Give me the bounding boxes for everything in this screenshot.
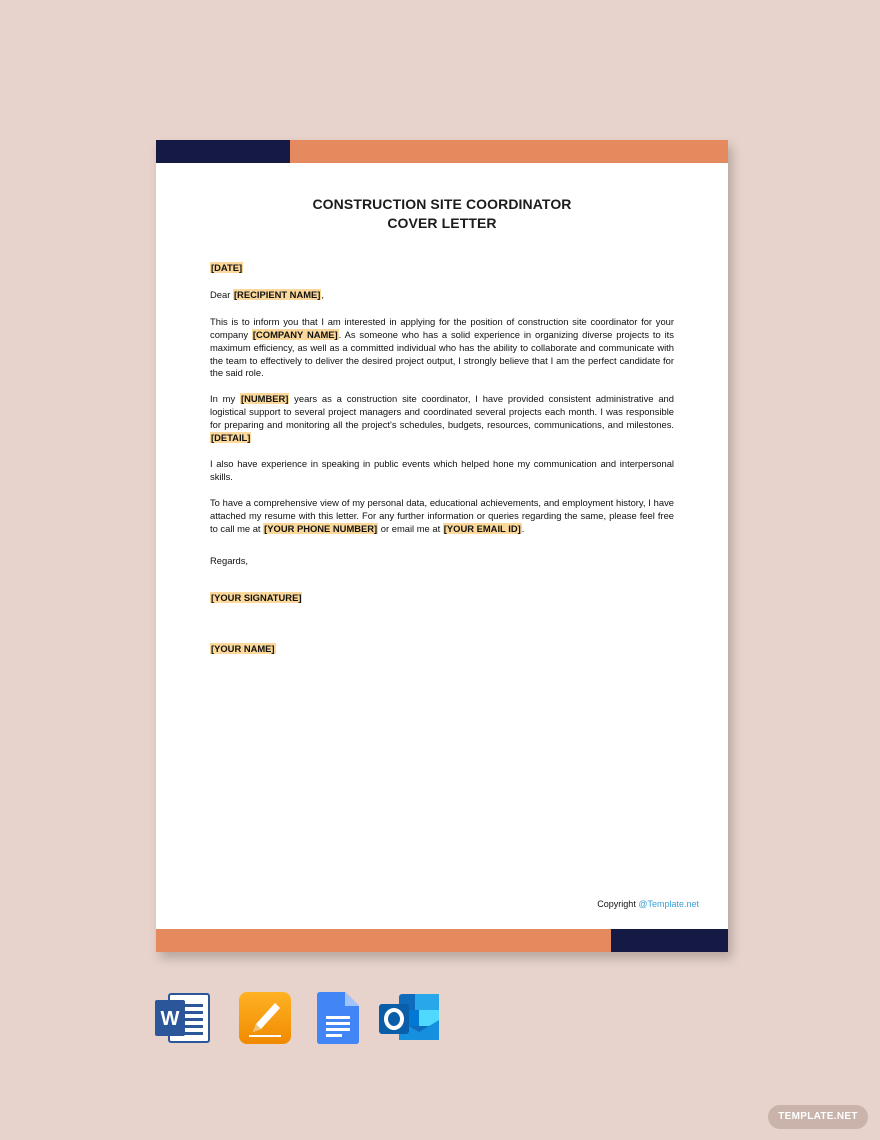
- paragraph-2-text-b: years as a construction site coordinator, I have provided consistent administrative and logistical support to several project managers and coordinated several projects each month. I was responsible for preparing and monitoring all the project's schedules, budgets, resources, communications, and milestones.: [210, 393, 674, 431]
- google-docs-icon[interactable]: [317, 992, 359, 1049]
- phone-placeholder: [YOUR PHONE NUMBER]: [264, 522, 378, 534]
- salutation-suffix: ,: [321, 288, 325, 300]
- signature-line: [210, 592, 674, 605]
- document-title: [156, 195, 728, 233]
- template-net-watermark: TEMPLATE.NET: [768, 1105, 868, 1129]
- top-band-orange: [290, 140, 728, 163]
- paragraph-1-text-a: This is to inform you that I am interested in applying for the position of construction site coordinator for your company: [210, 315, 674, 340]
- copyright-label: Copyright: [597, 899, 639, 909]
- bottom-band-navy: [611, 929, 728, 952]
- title-line-1: CONSTRUCTION SITE COORDINATOR: [312, 196, 572, 212]
- microsoft-word-icon[interactable]: [155, 992, 211, 1049]
- microsoft-outlook-icon[interactable]: [379, 992, 439, 1049]
- paragraph-4: [210, 497, 674, 536]
- company-placeholder: [COMPANY NAME]: [252, 328, 338, 340]
- paragraph-3: I also have experience in speaking in public events which helped hone my communication and interpersonal skills.: [210, 457, 674, 482]
- name-line: [210, 643, 674, 656]
- paragraph-4-text-a: To have a comprehensive view of my personal data, educational achievements, and employment history, I have attached my resume with this letter. For any further information or queries regarding the same, please feel free to call me at: [210, 496, 674, 534]
- paragraph-4-text-b: or email me at: [378, 522, 443, 534]
- bottom-color-band: [156, 929, 728, 952]
- document-page: [156, 140, 728, 952]
- name-placeholder: [YOUR NAME]: [211, 643, 275, 655]
- top-band-navy: [156, 140, 290, 163]
- date-line: [210, 262, 674, 275]
- apple-pages-icon[interactable]: [239, 992, 291, 1049]
- recipient-placeholder: [RECIPIENT NAME]: [233, 288, 321, 300]
- salutation: [210, 289, 674, 302]
- top-color-band: [156, 140, 728, 163]
- date-placeholder: [DATE]: [211, 262, 243, 273]
- paragraph-2-text-a: In my: [210, 393, 240, 405]
- svg-text:W: W: [160, 1008, 180, 1030]
- bottom-band-orange: [156, 929, 611, 952]
- detail-placeholder: [DETAIL]: [211, 432, 251, 444]
- paragraph-1: [210, 316, 674, 381]
- copyright-notice: [597, 899, 699, 909]
- paragraph-4-text-c: .: [521, 522, 525, 534]
- signature-placeholder: [YOUR SIGNATURE]: [211, 592, 302, 604]
- copyright-site-link[interactable]: @Template.net: [638, 899, 699, 909]
- title-line-2: COVER LETTER: [387, 215, 497, 231]
- email-placeholder: [YOUR EMAIL ID]: [443, 522, 521, 534]
- salutation-prefix: Dear: [210, 288, 233, 300]
- closing: Regards,: [210, 554, 249, 566]
- paragraph-2: [210, 393, 674, 445]
- letter-body: [210, 262, 674, 656]
- number-placeholder: [NUMBER]: [240, 393, 289, 405]
- paragraph-1-text-b: . As someone who has a solid experience in organizing diverse projects to its maximum efficiency, as well as a committed individual who has the ability to collaborate and communicate with the team to effectively to deliver the desired project output, I strongly believe that I am the perfect candidate for the said role.: [210, 328, 674, 379]
